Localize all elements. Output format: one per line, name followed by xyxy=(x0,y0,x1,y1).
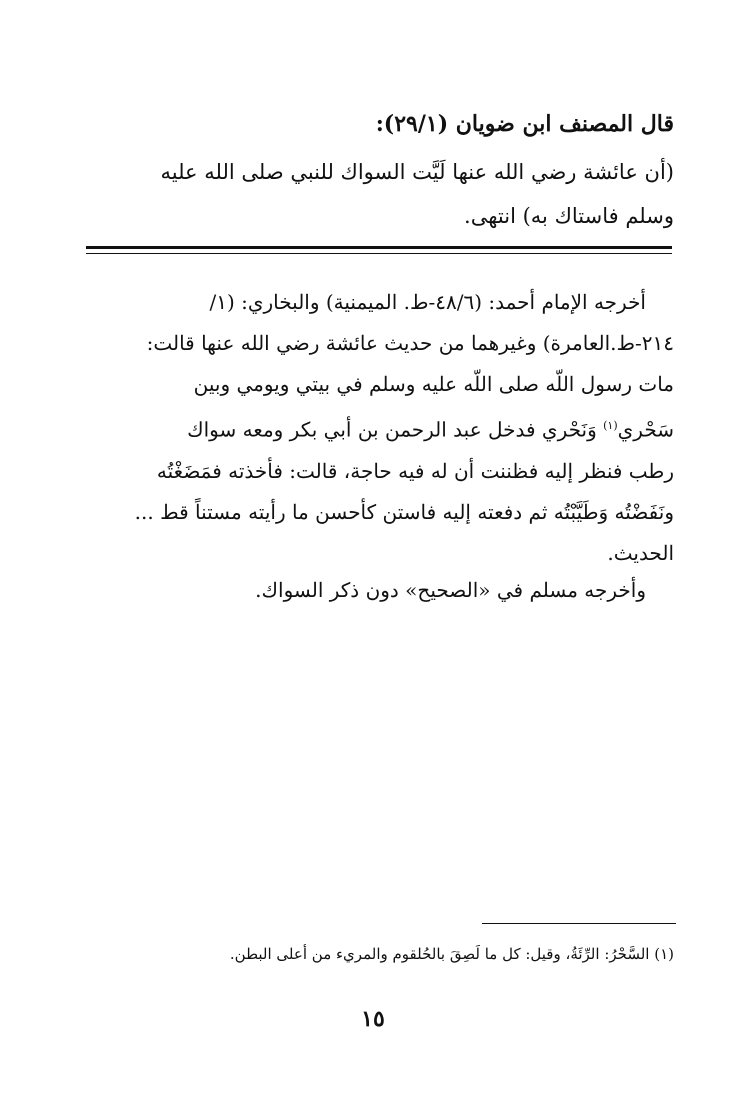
second-paragraph: وأخرجه مسلم في «الصحيح» دون ذكر السواك. xyxy=(255,578,646,602)
footnote-divider xyxy=(482,923,676,924)
commentary-paragraph xyxy=(74,282,674,574)
section-heading: قال المصنف ابن ضويان (٢٩/١): xyxy=(375,111,674,137)
body-line-6: ونَفَضْتُه وَطَيَّبْتُه ثم دفعته إليه فاستن كأحسن ما رأيته مستناً قط ... xyxy=(134,499,674,524)
section-divider-thin xyxy=(86,253,672,254)
quoted-text xyxy=(74,150,674,238)
body-line-7: الحديث. xyxy=(607,540,674,565)
body-line-3: مات رسول اللّه صلى اللّه عليه وسلم في بيتي ويومي وبين xyxy=(193,372,674,396)
body-line-4b: وَنَحْري فدخل عبد الرحمن بن أبي بكر ومعه سواك xyxy=(187,417,597,442)
body-line-2: ٢١٤-ط.العامرة) وغيرهما من حديث عائشة رضي الله عنها قالت: xyxy=(146,331,674,355)
body-line-1: أخرجه الإمام أحمد: (٤٨/٦-ط. الميمنية) والبخاري: (١/ xyxy=(209,290,646,314)
body-line-4 xyxy=(74,405,674,451)
body-line-4a: سَحْري xyxy=(617,417,674,442)
quote-line-1: (أن عائشة رضي الله عنها لَيَّت السواك للنبي صلى الله عليه xyxy=(160,160,674,184)
footnote-text: (١) السَّحْرُ: الرِّئَةُ، وقيل: كل ما لَصِقَ بالحُلقوم والمريء من أعلى البطن. xyxy=(229,945,674,963)
body-line-5: رطب فنظر إليه فظننت أن له فيه حاجة، قالت: فأخذته فمَضَغْتُه xyxy=(156,458,674,483)
footnote-marker: (١) xyxy=(603,419,618,432)
section-divider-thick xyxy=(86,246,672,249)
page-number: ١٥ xyxy=(361,1006,385,1032)
quote-line-2: وسلم فاستاك به) انتهى. xyxy=(464,204,674,228)
